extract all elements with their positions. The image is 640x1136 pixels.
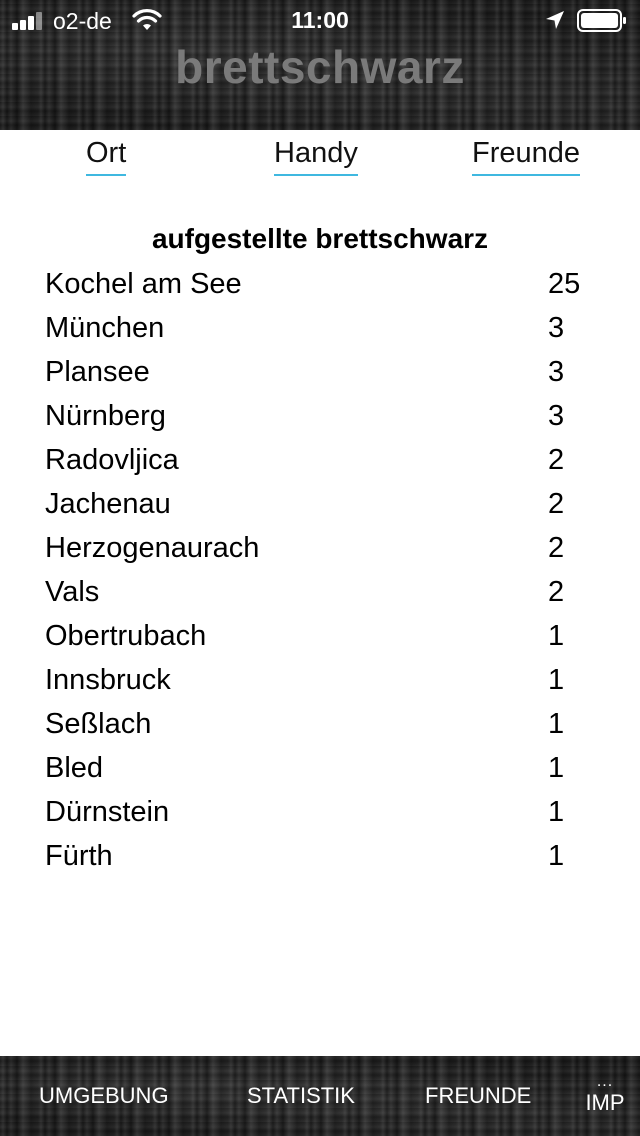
place-name: Bled xyxy=(45,752,104,784)
list-item xyxy=(45,265,595,309)
list-item xyxy=(45,661,595,705)
bottom-nav xyxy=(0,1056,640,1136)
list-item xyxy=(45,529,595,573)
list-item xyxy=(45,837,595,881)
place-name: Nürnberg xyxy=(45,400,166,432)
place-count: 3 xyxy=(548,312,565,344)
place-count: 2 xyxy=(548,488,565,520)
place-count: 1 xyxy=(548,708,565,740)
place-count: 1 xyxy=(548,796,565,828)
tab-bar xyxy=(0,136,640,180)
place-count: 2 xyxy=(548,532,565,564)
place-name: Innsbruck xyxy=(45,664,171,696)
place-name: Herzogenaurach xyxy=(45,532,260,564)
carrier-name: o2-de xyxy=(53,8,112,34)
place-count: 25 xyxy=(548,268,581,300)
place-name: Plansee xyxy=(45,356,150,388)
stats-title: aufgestellte brettschwarz xyxy=(151,223,489,254)
place-count: 1 xyxy=(548,664,565,696)
place-count: 2 xyxy=(548,444,565,476)
location-arrow-icon xyxy=(545,10,565,30)
nav-umgebung[interactable]: UMGEBUNG xyxy=(39,1083,169,1108)
list-item xyxy=(45,309,595,353)
place-count: 3 xyxy=(548,400,565,432)
place-name: Fürth xyxy=(45,840,113,872)
list-item xyxy=(45,397,595,441)
tab-freunde[interactable]: Freunde xyxy=(472,136,580,176)
place-name: Vals xyxy=(45,576,100,608)
place-name: Dürnstein xyxy=(45,796,170,828)
place-count: 2 xyxy=(548,576,565,608)
stats-list xyxy=(45,265,595,881)
nav-statistik[interactable]: STATISTIK xyxy=(247,1083,355,1108)
app-header xyxy=(0,0,640,130)
place-name: Jachenau xyxy=(45,488,171,520)
list-item xyxy=(45,705,595,749)
list-item xyxy=(45,441,595,485)
more-dots-icon: ... xyxy=(596,1073,614,1090)
list-item xyxy=(45,353,595,397)
place-count: 3 xyxy=(548,356,565,388)
battery-icon xyxy=(577,9,627,32)
app-title: brettschwarz xyxy=(175,41,465,93)
tab-handy[interactable]: Handy xyxy=(274,136,358,176)
place-name: Obertrubach xyxy=(45,620,207,652)
list-item xyxy=(45,749,595,793)
place-name: Kochel am See xyxy=(45,268,242,300)
place-name: Radovljica xyxy=(45,444,179,476)
list-item xyxy=(45,793,595,837)
list-item xyxy=(45,617,595,661)
nav-imp[interactable] xyxy=(578,1073,632,1118)
place-count: 1 xyxy=(548,752,565,784)
place-name: Seßlach xyxy=(45,708,152,740)
tab-ort[interactable]: Ort xyxy=(86,136,126,176)
list-item xyxy=(45,573,595,617)
nav-imp-label: IMP xyxy=(585,1090,625,1115)
place-count: 1 xyxy=(548,620,565,652)
list-item xyxy=(45,485,595,529)
nav-freunde[interactable]: FREUNDE xyxy=(425,1083,532,1108)
status-time: 11:00 xyxy=(291,7,349,33)
status-bar xyxy=(0,0,640,40)
place-name: München xyxy=(45,312,165,344)
place-count: 1 xyxy=(548,840,565,872)
